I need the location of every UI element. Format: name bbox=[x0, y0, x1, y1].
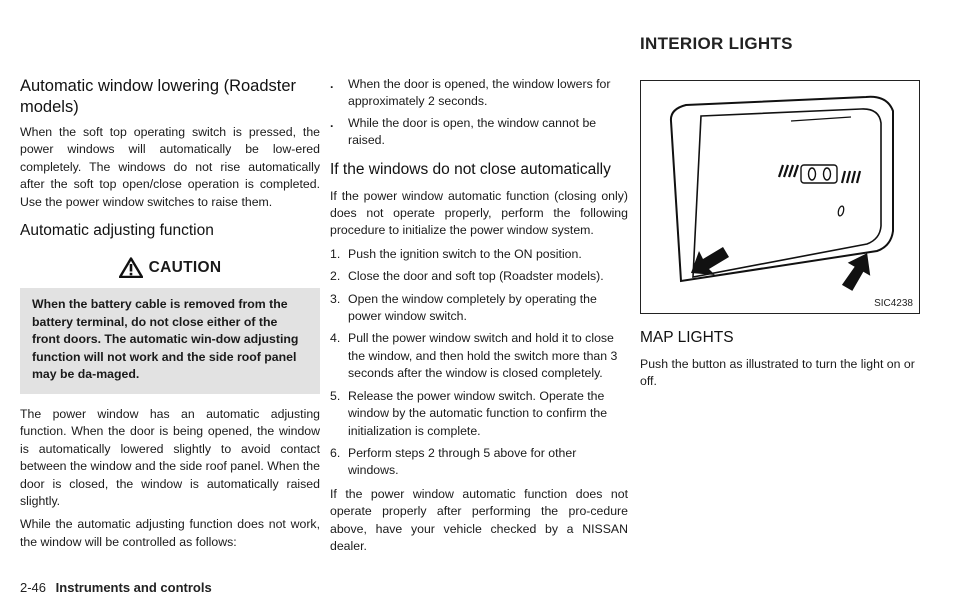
list-item: . When the door is opened, the window lowers for approximately 2 seconds. bbox=[330, 77, 611, 109]
column-middle bbox=[330, 76, 628, 561]
map-lights-figure bbox=[640, 80, 920, 314]
list-item: 5. Release the power window switch. Operate the window by the automatic function to confirm the initialization is complete. bbox=[330, 388, 608, 438]
caution-box bbox=[20, 251, 320, 394]
list-item: 2. Close the door and soft top (Roadster models). bbox=[330, 269, 604, 284]
paragraph-window-lowering: When the soft top operating switch is pressed, the power windows will automatically be low-ered completely. The windows do not rise automatically after the soft top open/close operation is completed. Use the power window switches to raise them. bbox=[20, 125, 320, 209]
footer-section-title: Instruments and controls bbox=[55, 580, 212, 595]
heading-map-lights: MAP LIGHTS bbox=[640, 329, 734, 346]
page-number: 2-46 bbox=[20, 580, 47, 595]
paragraph-initialize-intro: If the power window automatic function (closing only) does not operate properly, perform the following procedure to initialize the power window system. bbox=[330, 188, 628, 238]
list-item: 3. Open the window completely by operating the power window switch. bbox=[330, 291, 597, 324]
figure-label: SIC4238 bbox=[874, 298, 913, 309]
heading-window-lowering: Automatic window lowering (Roadster models) bbox=[20, 77, 297, 116]
heading-windows-not-close: If the windows do not close automatically bbox=[330, 160, 611, 178]
map-light-illustration bbox=[641, 81, 919, 313]
list-item: . While the door is open, the window cannot be raised. bbox=[330, 115, 597, 148]
column-right bbox=[640, 80, 920, 397]
section-running-head: INTERIOR LIGHTS bbox=[640, 34, 793, 53]
heading-adjusting-function: Automatic adjusting function bbox=[20, 222, 214, 240]
column-left bbox=[20, 76, 320, 557]
caution-header bbox=[20, 251, 320, 288]
page-footer bbox=[20, 580, 212, 595]
list-item: 1. Push the ignition switch to the ON position. bbox=[330, 246, 582, 261]
caution-title: CAUTION bbox=[148, 258, 222, 276]
paragraph-adjusting-desc: The power window has an automatic adjusting function. When the door is being opened, the window is automatically lowered slightly to avoid contact between the window and the side roof panel. When the door is closed, the window is automatically raised slightly. bbox=[20, 407, 320, 509]
steps-list bbox=[330, 246, 628, 480]
paragraph-map-lights: Push the button as illustrated to turn the light on or off. bbox=[640, 357, 915, 389]
bullet-list bbox=[330, 76, 628, 150]
caution-text: When the battery cable is removed from the battery terminal, do not close either of the front doors. The automatic win-dow adjusting function will not work and the side roof panel may be da-maged. bbox=[32, 297, 299, 382]
paragraph-adjusting-follows: While the automatic adjusting function does not work, the window will be controlled as follows: bbox=[20, 517, 320, 549]
list-item: 6. Perform steps 2 through 5 above for other windows. bbox=[330, 445, 577, 478]
paragraph-dealer: If the power window automatic function does not operate properly after performing the pro-cedure above, have your vehicle checked by a NISSAN dealer. bbox=[330, 486, 628, 553]
list-item: 4. Pull the power window switch and hold it to close the window, and then hold the switch more than 3 seconds after the window is closed completely. bbox=[330, 331, 618, 381]
warning-triangle-icon bbox=[119, 257, 143, 278]
